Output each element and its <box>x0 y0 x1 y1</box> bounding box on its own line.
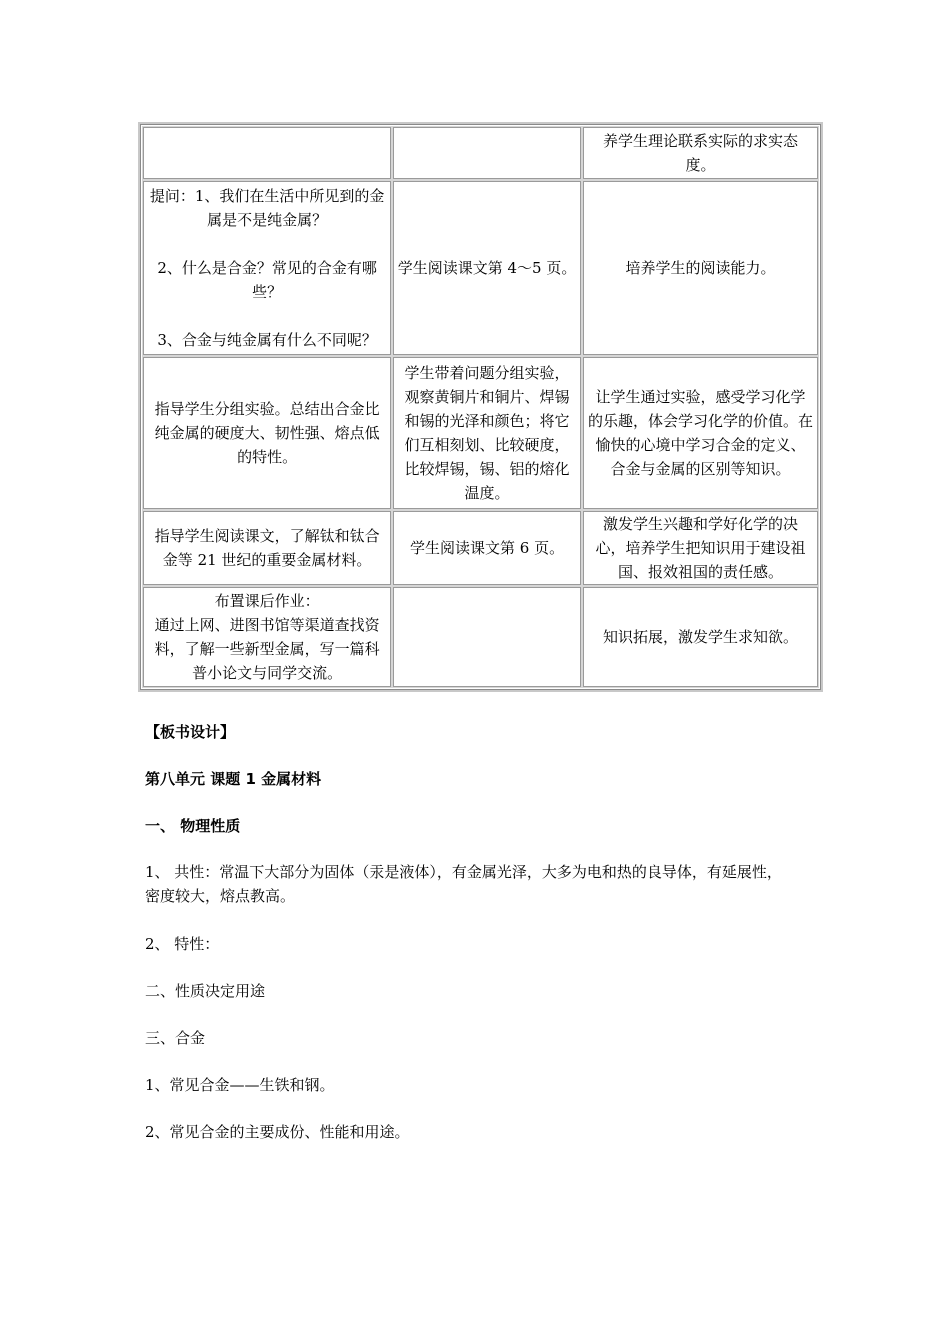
cell-text-line: 和锡的光泽和颜色；将它 <box>404 412 570 430</box>
section-alloys: 三、合金 <box>145 1029 206 1047</box>
design-intent-cell <box>583 357 818 509</box>
cell-text-line: 比较焊锡，锡、铝的熔化 <box>404 460 570 478</box>
cell-text-line: 指导学生阅读课文，了解钛和钛合 <box>154 527 380 545</box>
cell-text-line: 知识拓展，激发学生求知欲。 <box>602 628 798 646</box>
common-properties-line: 1、 共性：常温下大部分为固体（汞是液体），有金属光泽，大多为电和热的良导体，有延展性， <box>145 863 782 881</box>
section-physical-properties: 一、 物理性质 <box>145 817 241 835</box>
lesson-table <box>140 124 821 690</box>
cell-text-line: 提问：1、我们在生活中所见到的金 <box>149 187 385 205</box>
cell-text-line: 养学生理论联系实际的求实态 <box>602 132 798 150</box>
table-row <box>143 587 818 687</box>
cell-text-line: 金等 21 世纪的重要金属材料。 <box>162 551 372 569</box>
student-activity-cell <box>393 357 581 509</box>
cell-text-line: 学生带着问题分组实验， <box>404 364 570 382</box>
table-row <box>143 181 818 355</box>
cell-text-line: 培养学生的阅读能力。 <box>625 259 776 277</box>
cell-text-line: 让学生通过实验，感受学习化学 <box>595 388 806 406</box>
cell-text-line: 学生阅读课文第 4～5 页。 <box>397 259 577 277</box>
teacher-activity-cell <box>143 357 391 509</box>
cell-text-line: 观察黄铜片和铜片、焊锡 <box>404 388 570 406</box>
unit-title: 第八单元 课题 1 金属材料 <box>145 770 322 788</box>
cell-text-line: 的乐趣，体会学习化学的价值。在 <box>587 412 813 430</box>
alloy-item-1: 1、常见合金——生铁和钢。 <box>145 1076 335 1094</box>
cell-text-line: 2、什么是合金？常见的合金有哪 <box>157 259 377 277</box>
cell-text-line: 普小论文与同学交流。 <box>192 664 343 682</box>
student-activity-cell <box>393 181 581 355</box>
common-properties-continued: 密度较大，熔点教高。 <box>145 887 296 905</box>
table-row <box>143 127 818 179</box>
cell-text-line: 料，了解一些新型金属，写一篇科 <box>154 640 380 658</box>
cell-text-line: 激发学生兴趣和学好化学的决 <box>602 515 798 533</box>
student-activity-cell <box>393 511 581 585</box>
cell-text-line: 合金与金属的区别等知识。 <box>610 460 791 478</box>
cell-text-line: 心，培养学生把知识用于建设祖 <box>595 539 806 557</box>
design-intent-cell <box>583 127 818 179</box>
cell-text-line: 的特性。 <box>237 448 298 466</box>
cell-text-line: 国、报效祖国的责任感。 <box>617 563 783 581</box>
cell-text-line: 通过上网、进图书馆等渠道查找资 <box>154 616 380 634</box>
student-activity-cell <box>393 127 581 179</box>
cell-text-line: 布置课后作业： <box>214 592 320 610</box>
cell-text-line: 们互相刻划、比较硬度， <box>404 436 570 454</box>
teacher-activity-cell <box>143 511 391 585</box>
board-heading: 【板书设计】 <box>145 723 236 741</box>
design-intent-cell <box>583 511 818 585</box>
cell-text-line: 度。 <box>685 156 716 174</box>
design-intent-cell <box>583 181 818 355</box>
cell-text-line <box>145 304 389 328</box>
table-row <box>143 357 818 509</box>
special-properties-line: 2、 特性： <box>145 935 220 953</box>
cell-text-line: 指导学生分组实验。总结出合金比 <box>154 400 380 418</box>
teacher-activity-cell <box>143 587 391 687</box>
cell-text-line: 愉快的心境中学习合金的定义、 <box>595 436 806 454</box>
table-row <box>143 511 818 585</box>
section-uses: 二、性质决定用途 <box>145 982 266 1000</box>
cell-text-line: 属是不是纯金属？ <box>207 211 328 229</box>
student-activity-cell <box>393 587 581 687</box>
teacher-activity-cell <box>143 181 391 355</box>
cell-text-line: 学生阅读课文第 6 页。 <box>410 539 565 557</box>
cell-text-line: 些？ <box>252 283 283 301</box>
cell-text-line <box>145 232 389 256</box>
design-intent-cell <box>583 587 818 687</box>
cell-text-line: 纯金属的硬度大、韧性强、熔点低 <box>154 424 380 442</box>
teacher-activity-cell <box>143 127 391 179</box>
cell-text-line: 3、合金与纯金属有什么不同呢？ <box>157 331 377 349</box>
alloy-item-2: 2、常见合金的主要成份、性能和用途。 <box>145 1123 410 1141</box>
cell-text-line: 温度。 <box>464 484 510 502</box>
